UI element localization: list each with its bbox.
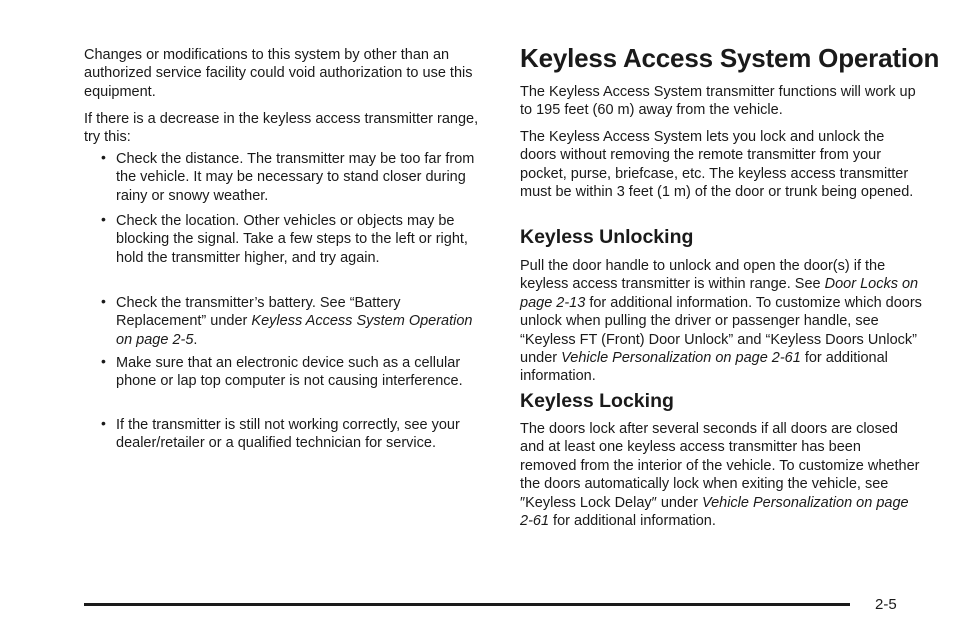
unlocking-heading: Keyless Unlocking — [520, 226, 694, 248]
list-item — [84, 354, 484, 391]
list-item-text: Make sure that an electronic device such as a cellular phone or lap top computer is not causing interference. — [116, 355, 463, 390]
unlocking-text: Pull the door handle to unlock and open the door(s) if the keyless access transmitter is within range. See — [520, 258, 886, 293]
unlocking-text: for additional information. — [520, 350, 888, 385]
range-description: The Keyless Access System transmitter functions will work up to 195 feet (60 m) away from the vehicle. — [520, 84, 916, 119]
system-description: The Keyless Access System lets you lock and unlock the doors without removing the remote transmitter from your pocket, purse, briefcase, etc. The keyless access transmitter must be within 3 feet (1 m) of the door or trunk being opened. — [520, 129, 914, 201]
door-locks-link[interactable]: Door Locks on page 2-13 — [520, 276, 919, 311]
footer-rule — [84, 603, 850, 606]
list-item — [84, 416, 484, 453]
intro-paragraph: Changes or modifications to this system by other than an authorized service facility could void authorization to use this equipment. — [84, 47, 473, 100]
unlocking-paragraph — [520, 257, 925, 386]
page-number: 2-5 — [875, 596, 897, 613]
unlocking-text: for additional information. To customize which doors unlock when pulling the driver or passenger handle, see “Keyless FT (Front) Door Unlock” and “Keyless Doors Unlock” under — [520, 294, 922, 367]
list-item-text: . — [193, 331, 198, 348]
range-paragraph: If there is a decrease in the keyless access transmitter range, try this: — [84, 111, 479, 146]
list-item — [84, 212, 484, 267]
vehicle-personalization-link[interactable]: Vehicle Personalization on page 2-61 — [561, 350, 801, 367]
list-item-text: If the transmitter is still not working correctly, see your dealer/retailer or a qualified technician for service. — [116, 417, 460, 452]
list-item — [84, 294, 484, 349]
locking-paragraph — [520, 420, 920, 530]
list-item — [84, 150, 484, 205]
vehicle-personalization-link[interactable]: Vehicle Personalization on page 2-61 — [520, 494, 909, 530]
locking-text: for additional information. — [549, 513, 716, 530]
list-item-text: Check the transmitter’s battery. See “Battery Replacement” under — [116, 295, 401, 330]
list-item-text: Check the distance. The transmitter may be too far from the vehicle. It may be necessary to stand closer during rainy or snowy weather. — [116, 151, 475, 204]
section-title: Keyless Access System Operation — [520, 43, 940, 73]
locking-text: The doors lock after several seconds if all doors are closed and at least one keyless access transmitter has been removed from the interior of the vehicle. To customize whether the doors automatically lock when exiting the vehicle, see ″Keyless Lock Delay″ under — [520, 421, 920, 511]
list-item-text: Check the location. Other vehicles or objects may be blocking the signal. Take a few steps to the left or right, hold the transmitter higher, and try again. — [116, 213, 468, 266]
cross-reference-link[interactable]: Keyless Access System Operation on page 2-5 — [116, 313, 473, 348]
locking-heading: Keyless Locking — [520, 390, 674, 412]
